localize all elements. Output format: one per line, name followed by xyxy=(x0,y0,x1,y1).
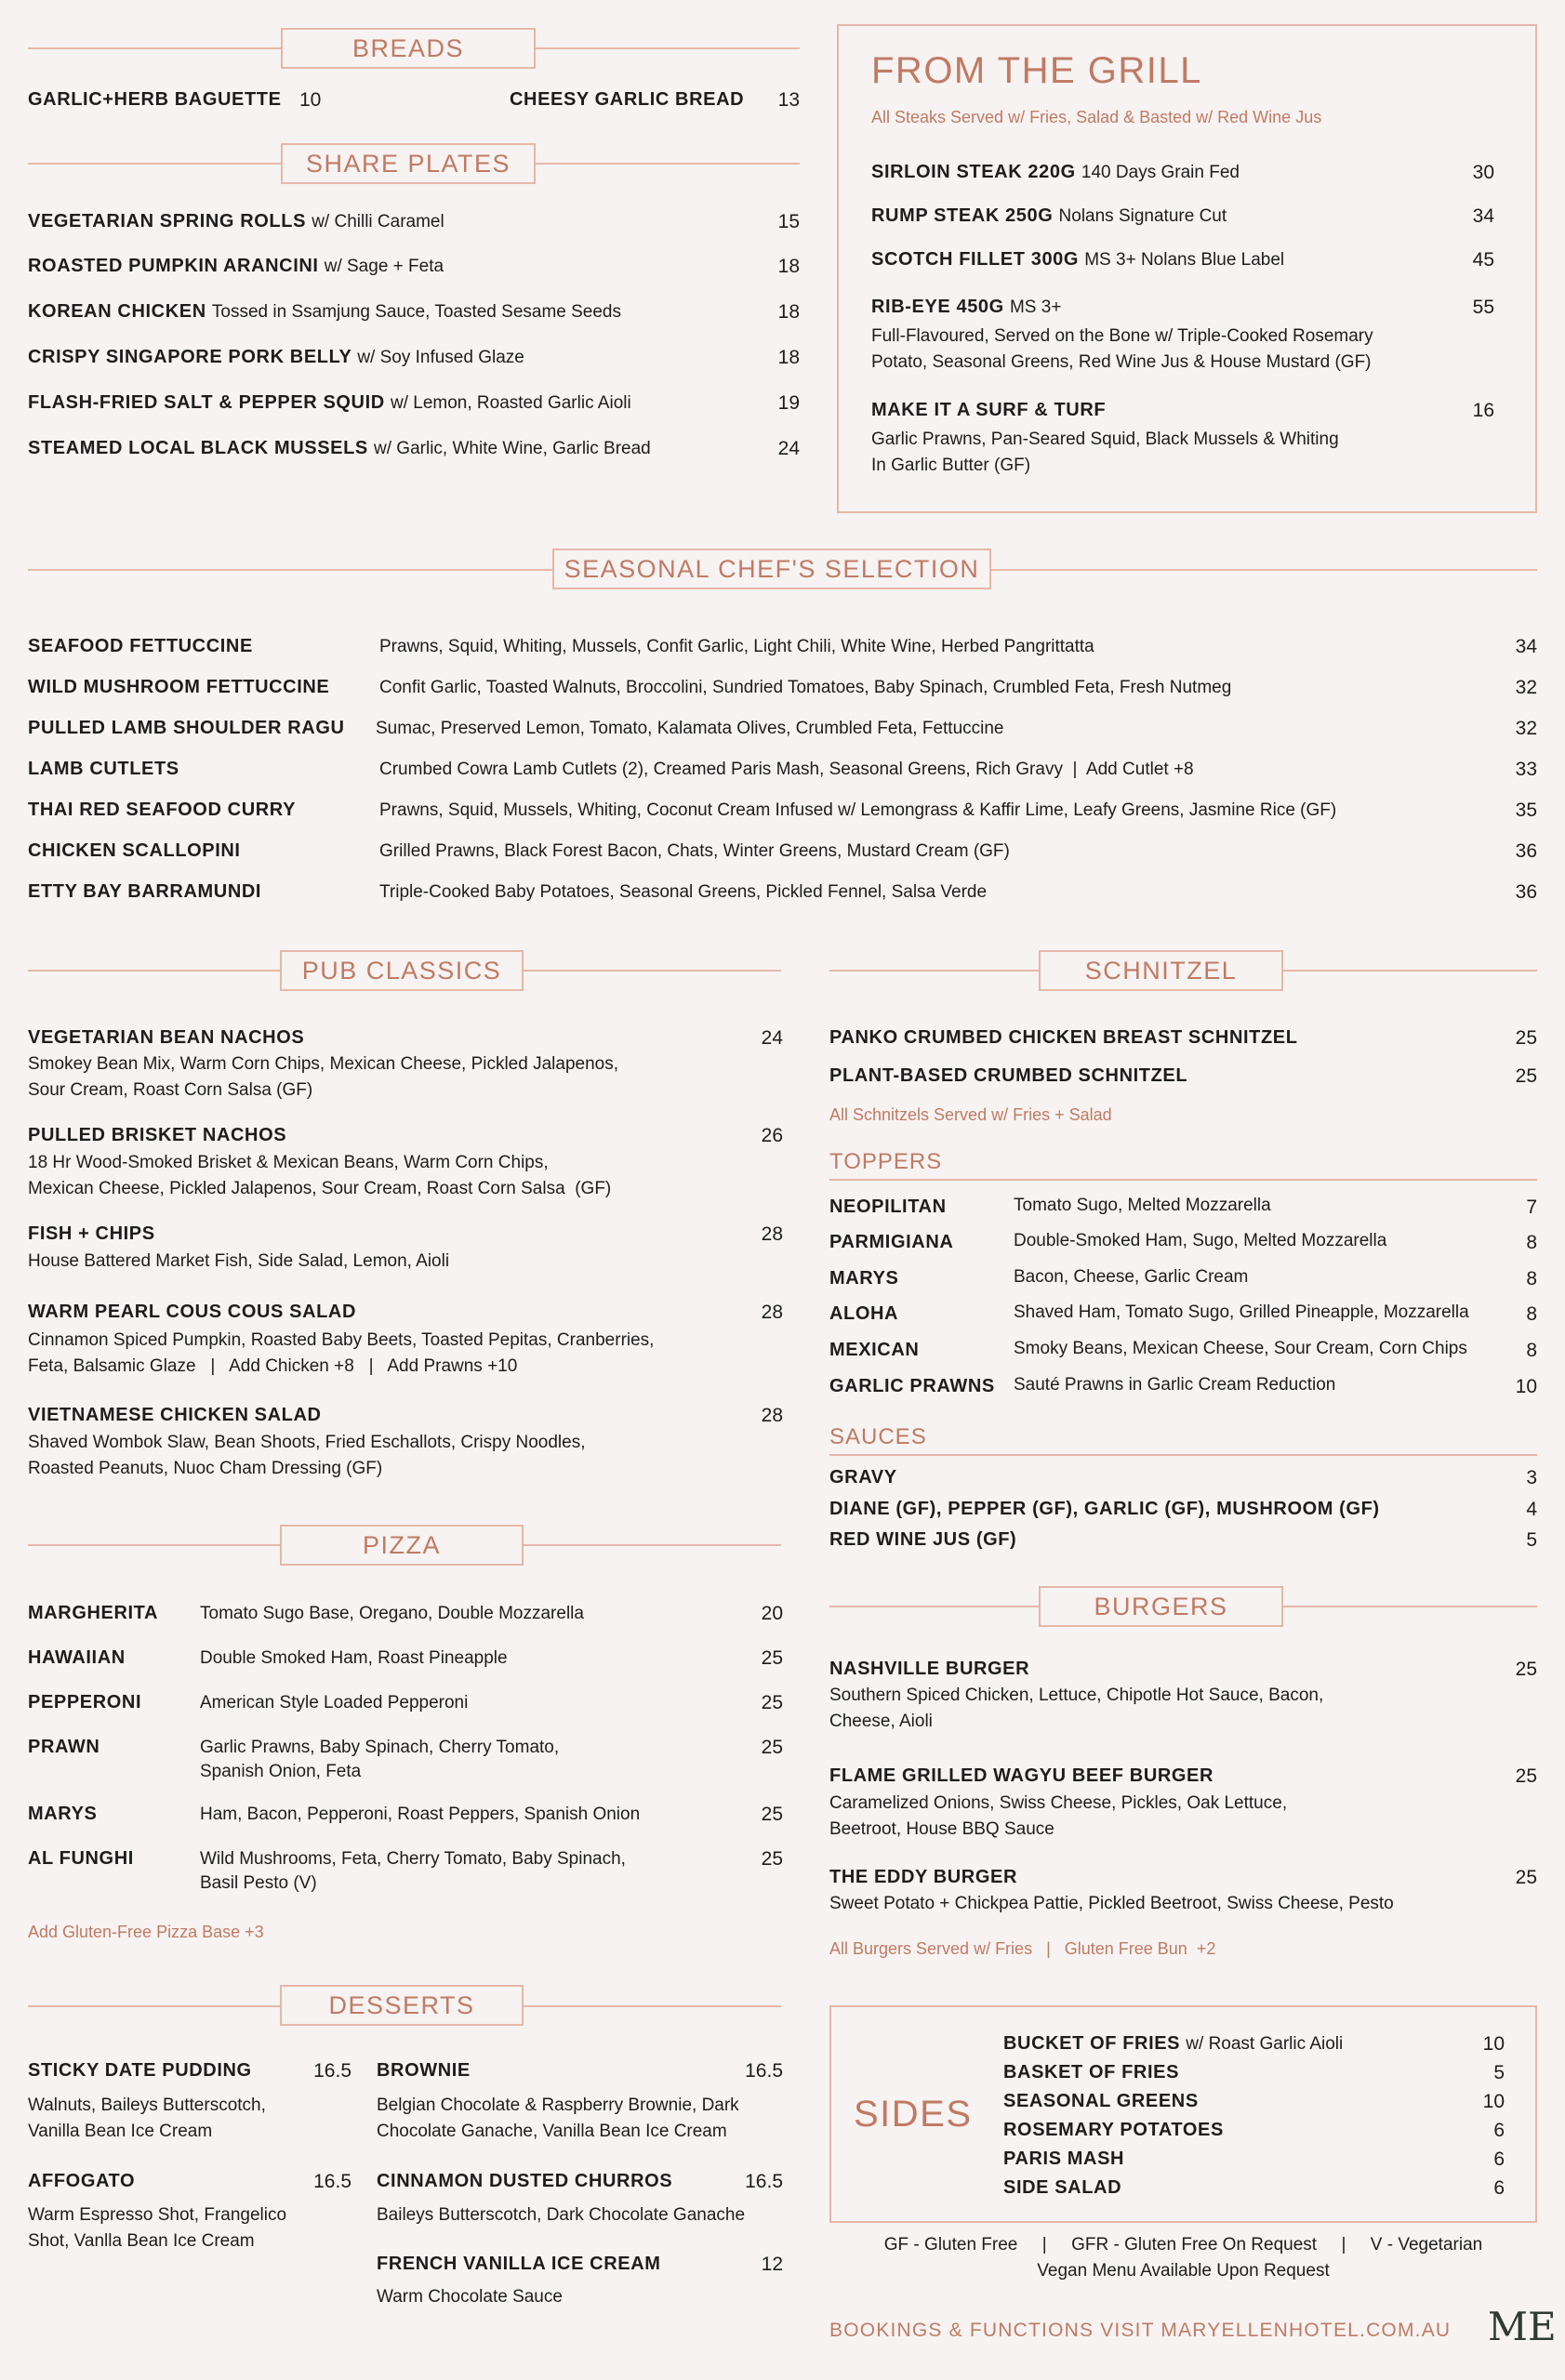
pizza-item-name: PEPPERONI xyxy=(28,1692,142,1712)
grill-price: 34 xyxy=(1472,205,1494,227)
seasonal-item-name: CHICKEN SCALLOPINI xyxy=(28,840,241,861)
seasonal-item-price: 34 xyxy=(1515,636,1537,657)
toppers-title: TOPPERS xyxy=(829,1149,943,1174)
seasonal-item-price: 35 xyxy=(1515,800,1537,821)
pizza-item-price: 25 xyxy=(761,1647,783,1669)
seasonal-item-name: SEAFOOD FETTUCCINE xyxy=(28,636,253,656)
seasonal-item-description: Grilled Prawns, Black Forest Bacon, Chats, Winter Greens, Mustard Cream (GF) xyxy=(379,841,1010,861)
burger-item-price: 25 xyxy=(1515,1659,1537,1680)
grill-item-description: In Garlic Butter (GF) xyxy=(871,456,1031,475)
seasonal-item-name: WILD MUSHROOM FETTUCCINE xyxy=(28,677,330,697)
schnitzel-item-price: 25 xyxy=(1515,1065,1537,1087)
grill-title: FROM THE GRILL xyxy=(871,50,1202,91)
grill-price: 55 xyxy=(1472,297,1494,318)
dessert-item-price: 12 xyxy=(761,2254,783,2275)
pub-item-description: Roasted Peanuts, Nuoc Cham Dressing (GF) xyxy=(28,1459,383,1478)
topper-description: Bacon, Cheese, Garlic Cream xyxy=(1014,1267,1249,1287)
pub-item-description: Cinnamon Spiced Pumpkin, Roasted Baby Beets, Toasted Pepitas, Cranberries, xyxy=(28,1330,655,1350)
share-plate-item: VEGETARIAN SPRING ROLLS w/ Chilli Caramel xyxy=(28,211,444,231)
sauces-title: SAUCES xyxy=(829,1424,927,1449)
pub-item-price: 26 xyxy=(761,1125,783,1146)
topper-price: 8 xyxy=(1526,1340,1537,1361)
dessert-item-name: AFFOGATO xyxy=(28,2171,136,2191)
pub-item-name: WARM PEARL COUS COUS SALAD xyxy=(28,1302,357,1322)
dessert-item-price: 16.5 xyxy=(313,2060,351,2082)
grill-item: MAKE IT A SURF & TURF xyxy=(871,400,1107,420)
sauce-price: 3 xyxy=(1526,1467,1537,1488)
pizza-item-price: 25 xyxy=(761,1737,783,1758)
pizza-item-description: Double Smoked Ham, Roast Pineapple xyxy=(200,1648,508,1668)
dessert-item-description: Walnuts, Baileys Butterscotch, xyxy=(28,2096,266,2115)
bread-item-name: GARLIC+HERB BAGUETTE xyxy=(28,89,282,110)
grill-price: 16 xyxy=(1472,400,1494,421)
pub-item-description: 18 Hr Wood-Smoked Brisket & Mexican Beans, Warm Corn Chips, xyxy=(28,1153,549,1172)
side-price: 10 xyxy=(1482,2033,1505,2055)
burger-item-name: FLAME GRILLED WAGYU BEEF BURGER xyxy=(829,1765,1214,1786)
pub-item-price: 24 xyxy=(761,1027,783,1049)
schnitzel-note: All Schnitzels Served w/ Fries + Salad xyxy=(829,1105,1112,1124)
burger-item-price: 25 xyxy=(1515,1867,1537,1888)
burger-item-name: THE EDDY BURGER xyxy=(829,1867,1017,1887)
dessert-item-description: Baileys Butterscotch, Dark Chocolate Ganache xyxy=(377,2205,746,2225)
pub-item-description: Mexican Cheese, Pickled Jalapenos, Sour Cream, Roast Corn Salsa (GF) xyxy=(28,1179,612,1198)
burger-item-description: Sweet Potato + Chickpea Pattie, Pickled Beetroot, Swiss Cheese, Pesto xyxy=(829,1894,1394,1913)
pub-item-description: Feta, Balsamic Glaze | Add Chicken +8 | Add Prawns +10 xyxy=(28,1356,518,1376)
burgers-note: All Burgers Served w/ Fries | Gluten Free Bun +2 xyxy=(829,1939,1216,1958)
pizza-item-price: 25 xyxy=(761,1848,783,1870)
dessert-item-name: CINNAMON DUSTED CHURROS xyxy=(377,2171,673,2191)
dessert-item-name: BROWNIE xyxy=(377,2060,471,2081)
pizza-item-description: Wild Mushrooms, Feta, Cherry Tomato, Baby Spinach, xyxy=(200,1849,626,1869)
seasonal-item-description: Triple-Cooked Baby Potatoes, Seasonal Greens, Pickled Fennel, Salsa Verde xyxy=(379,882,988,902)
pizza-item-price: 20 xyxy=(761,1603,783,1624)
share-plate-price: 19 xyxy=(777,392,800,414)
seasonal-item-description: Crumbed Cowra Lamb Cutlets (2), Creamed Paris Mash, Seasonal Greens, Rich Gravy | Add Cutlet +8 xyxy=(379,760,1194,779)
topper-name: MEXICAN xyxy=(829,1340,920,1360)
schnitzel-item-price: 25 xyxy=(1515,1027,1537,1049)
sauce-name: RED WINE JUS (GF) xyxy=(829,1529,1017,1550)
schnitzel-item-name: PANKO CRUMBED CHICKEN BREAST SCHNITZEL xyxy=(829,1027,1298,1048)
topper-price: 10 xyxy=(1515,1376,1537,1397)
dessert-item-description: Belgian Chocolate & Raspberry Brownie, Dark xyxy=(377,2096,739,2115)
sauce-price: 5 xyxy=(1526,1529,1537,1551)
pizza-item-name: HAWAIIAN xyxy=(28,1647,126,1668)
share-plate-price: 18 xyxy=(777,256,800,277)
grill-item-description: Full-Flavoured, Served on the Bone w/ Triple-Cooked Rosemary xyxy=(871,326,1373,346)
share-plate-price: 15 xyxy=(777,211,800,232)
sauces-rule xyxy=(829,1454,1537,1456)
share-plate-item: ROASTED PUMPKIN ARANCINI w/ Sage + Feta xyxy=(28,256,444,276)
topper-price: 8 xyxy=(1526,1232,1537,1253)
share-plate-item: KOREAN CHICKEN Tossed in Ssamjung Sauce, Toasted Sesame Seeds xyxy=(28,301,622,322)
dessert-item-price: 16.5 xyxy=(745,2171,783,2192)
dessert-item-description: Warm Espresso Shot, Frangelico xyxy=(28,2205,287,2225)
share-plate-price: 18 xyxy=(777,347,800,368)
side-item: BASKET OF FRIES xyxy=(1003,2062,1180,2082)
seasonal-item-price: 36 xyxy=(1515,881,1537,903)
schnitzel-title: SCHNITZEL xyxy=(1039,950,1283,991)
pizza-item-price: 25 xyxy=(761,1804,783,1825)
seasonal-item-price: 36 xyxy=(1515,840,1537,862)
dessert-item-description: Warm Chocolate Sauce xyxy=(377,2287,563,2307)
pizza-title: PIZZA xyxy=(280,1525,524,1566)
pub-classics-title: PUB CLASSICS xyxy=(280,950,524,991)
side-price: 6 xyxy=(1493,2149,1505,2170)
burger-item-description: Caramelized Onions, Swiss Cheese, Pickles, Oak Lettuce, xyxy=(829,1793,1288,1813)
side-item: PARIS MASH xyxy=(1003,2149,1125,2169)
topper-name: GARLIC PRAWNS xyxy=(829,1376,995,1396)
dessert-item-name: FRENCH VANILLA ICE CREAM xyxy=(377,2254,661,2274)
grill-note: All Steaks Served w/ Fries, Salad & Basted w/ Red Wine Jus xyxy=(871,108,1322,126)
pub-item-name: FISH + CHIPS xyxy=(28,1223,155,1244)
grill-item: RUMP STEAK 250G Nolans Signature Cut xyxy=(871,205,1227,226)
dessert-item-name: STICKY DATE PUDDING xyxy=(28,2060,252,2081)
seasonal-item-name: PULLED LAMB SHOULDER RAGU xyxy=(28,718,345,738)
pub-item-price: 28 xyxy=(761,1405,783,1426)
vegan-note: Vegan Menu Available Upon Request xyxy=(1037,2261,1330,2281)
topper-price: 8 xyxy=(1526,1303,1537,1325)
topper-name: ALOHA xyxy=(829,1303,899,1324)
pizza-item-description: Tomato Sugo Base, Oregano, Double Mozzarella xyxy=(200,1604,584,1623)
seasonal-item-price: 32 xyxy=(1515,677,1537,698)
pizza-item-description: Spanish Onion, Feta xyxy=(200,1762,362,1781)
side-item: SEASONAL GREENS xyxy=(1003,2091,1199,2111)
grill-item: RIB-EYE 450G MS 3+ xyxy=(871,297,1062,317)
dessert-item-description: Shot, Vanlla Bean Ice Cream xyxy=(28,2231,255,2251)
topper-name: MARYS xyxy=(829,1268,899,1289)
seasonal-item-name: THAI RED SEAFOOD CURRY xyxy=(28,800,297,820)
pub-item-name: VEGETARIAN BEAN NACHOS xyxy=(28,1027,305,1048)
share-plate-price: 18 xyxy=(777,301,800,323)
side-price: 10 xyxy=(1482,2091,1505,2112)
dietary-legend: GF - Gluten Free | GFR - Gluten Free On Request | V - Vegetarian xyxy=(883,2235,1483,2254)
seasonal-title: SEASONAL CHEF'S SELECTION xyxy=(552,549,991,589)
dessert-item-price: 16.5 xyxy=(313,2171,351,2192)
side-price: 6 xyxy=(1493,2120,1505,2141)
burger-item-description: Southern Spiced Chicken, Lettuce, Chipotle Hot Sauce, Bacon, xyxy=(829,1686,1324,1705)
side-item: BUCKET OF FRIES w/ Roast Garlic Aioli xyxy=(1003,2033,1344,2054)
pub-item-name: PULLED BRISKET NACHOS xyxy=(28,1125,287,1145)
burger-item-price: 25 xyxy=(1515,1765,1537,1787)
burgers-title: BURGERS xyxy=(1039,1586,1283,1627)
pub-item-price: 28 xyxy=(761,1302,783,1323)
side-item: SIDE SALAD xyxy=(1003,2177,1122,2198)
share-plates-title: SHARE PLATES xyxy=(281,143,536,184)
toppers-rule xyxy=(829,1179,1537,1181)
pizza-item-name: PRAWN xyxy=(28,1737,100,1757)
topper-price: 7 xyxy=(1526,1197,1537,1218)
pizza-item-name: AL FUNGHI xyxy=(28,1848,134,1869)
grill-item-description: Garlic Prawns, Pan-Seared Squid, Black Mussels & Whiting xyxy=(871,430,1339,449)
grill-price: 30 xyxy=(1472,162,1494,183)
seasonal-item-description: Prawns, Squid, Whiting, Mussels, Confit Garlic, Light Chili, White Wine, Herbed Pangrittatta xyxy=(379,637,1094,656)
seasonal-item-name: ETTY BAY BARRAMUNDI xyxy=(28,881,262,902)
breads-title: BREADS xyxy=(281,28,536,69)
schnitzel-item-name: PLANT-BASED CRUMBED SCHNITZEL xyxy=(829,1065,1188,1086)
topper-description: Double-Smoked Ham, Sugo, Melted Mozzarella xyxy=(1014,1231,1387,1250)
pizza-item-description: American Style Loaded Pepperoni xyxy=(200,1693,469,1712)
grill-price: 45 xyxy=(1472,249,1494,271)
burger-item-description: Cheese, Aioli xyxy=(829,1712,933,1731)
topper-description: Shaved Ham, Tomato Sugo, Grilled Pineapple, Mozzarella xyxy=(1014,1302,1469,1322)
grill-item: SIRLOIN STEAK 220G 140 Days Grain Fed xyxy=(871,162,1240,182)
sauce-name: DIANE (GF), PEPPER (GF), GARLIC (GF), MUSHROOM (GF) xyxy=(829,1499,1380,1519)
sauce-name: GRAVY xyxy=(829,1467,897,1488)
hotel-logo: ME xyxy=(1488,2304,1557,2349)
topper-description: Sauté Prawns in Garlic Cream Reduction xyxy=(1014,1375,1336,1395)
topper-price: 8 xyxy=(1526,1268,1537,1289)
burger-item-description: Beetroot, House BBQ Sauce xyxy=(829,1819,1054,1839)
share-plate-item: FLASH-FRIED SALT & PEPPER SQUID w/ Lemon, Roasted Garlic Aioli xyxy=(28,392,631,413)
dessert-item-description: Chocolate Ganache, Vanilla Bean Ice Cream xyxy=(377,2122,727,2141)
bread-item-price: 13 xyxy=(777,89,800,111)
seasonal-item-name: LAMB CUTLETS xyxy=(28,759,179,779)
topper-description: Tomato Sugo, Melted Mozzarella xyxy=(1014,1196,1271,1215)
pizza-note: Add Gluten-Free Pizza Base +3 xyxy=(28,1923,264,1941)
dessert-item-description: Vanilla Bean Ice Cream xyxy=(28,2122,213,2141)
seasonal-item-description: Prawns, Squid, Mussels, Whiting, Coconut Cream Infused w/ Lemongrass & Kaffir Lime, Leafy Greens, Jasmine Rice (GF) xyxy=(379,800,1337,820)
sauce-price: 4 xyxy=(1526,1499,1537,1520)
bookings-link[interactable]: BOOKINGS & FUNCTIONS VISIT MARYELLENHOTEL.COM.AU xyxy=(829,2320,1452,2341)
burger-item-name: NASHVILLE BURGER xyxy=(829,1659,1030,1679)
seasonal-item-description: Sumac, Preserved Lemon, Tomato, Kalamata Olives, Crumbled Feta, Fettuccine xyxy=(376,719,1004,738)
pizza-item-description: Garlic Prawns, Baby Spinach, Cherry Tomato, xyxy=(200,1738,560,1757)
pizza-item-description: Basil Pesto (V) xyxy=(200,1873,317,1893)
pub-item-price: 28 xyxy=(761,1223,783,1245)
topper-name: NEOPILITAN xyxy=(829,1197,947,1217)
pub-item-description: Sour Cream, Roast Corn Salsa (GF) xyxy=(28,1080,313,1100)
sides-title: SIDES xyxy=(854,2094,973,2135)
desserts-title: DESSERTS xyxy=(280,1985,524,2026)
share-plate-item: STEAMED LOCAL BLACK MUSSELS w/ Garlic, White Wine, Garlic Bread xyxy=(28,438,651,458)
seasonal-item-price: 33 xyxy=(1515,759,1537,780)
seasonal-item-price: 32 xyxy=(1515,718,1537,739)
grill-item: SCOTCH FILLET 300G MS 3+ Nolans Blue Label xyxy=(871,249,1285,270)
pub-item-name: VIETNAMESE CHICKEN SALAD xyxy=(28,1405,322,1425)
grill-item-description: Potato, Seasonal Greens, Red Wine Jus & House Mustard (GF) xyxy=(871,352,1372,372)
seasonal-item-description: Confit Garlic, Toasted Walnuts, Broccolini, Sundried Tomatoes, Baby Spinach, Crumbled Feta, Fresh Nutmeg xyxy=(379,678,1232,697)
pub-item-description: Smokey Bean Mix, Warm Corn Chips, Mexican Cheese, Pickled Jalapenos, xyxy=(28,1054,618,1074)
side-price: 6 xyxy=(1493,2177,1505,2199)
pizza-item-description: Ham, Bacon, Pepperoni, Roast Peppers, Spanish Onion xyxy=(200,1805,641,1824)
dessert-item-price: 16.5 xyxy=(745,2060,783,2082)
pub-item-description: Shaved Wombok Slaw, Bean Shoots, Fried Eschallots, Crispy Noodles, xyxy=(28,1433,586,1452)
bread-item-price: 10 xyxy=(299,89,322,111)
topper-description: Smoky Beans, Mexican Cheese, Sour Cream, Corn Chips xyxy=(1014,1339,1467,1358)
side-price: 5 xyxy=(1493,2062,1505,2083)
bread-item-name: CHEESY GARLIC BREAD xyxy=(510,89,745,110)
side-item: ROSEMARY POTATOES xyxy=(1003,2120,1224,2140)
share-plate-price: 24 xyxy=(777,438,800,459)
pizza-item-name: MARYS xyxy=(28,1804,98,1824)
pizza-item-price: 25 xyxy=(761,1692,783,1713)
share-plate-item: CRISPY SINGAPORE PORK BELLY w/ Soy Infused Glaze xyxy=(28,347,524,367)
pub-item-description: House Battered Market Fish, Side Salad, Lemon, Aioli xyxy=(28,1251,450,1271)
topper-name: PARMIGIANA xyxy=(829,1232,954,1252)
pizza-item-name: MARGHERITA xyxy=(28,1603,159,1623)
